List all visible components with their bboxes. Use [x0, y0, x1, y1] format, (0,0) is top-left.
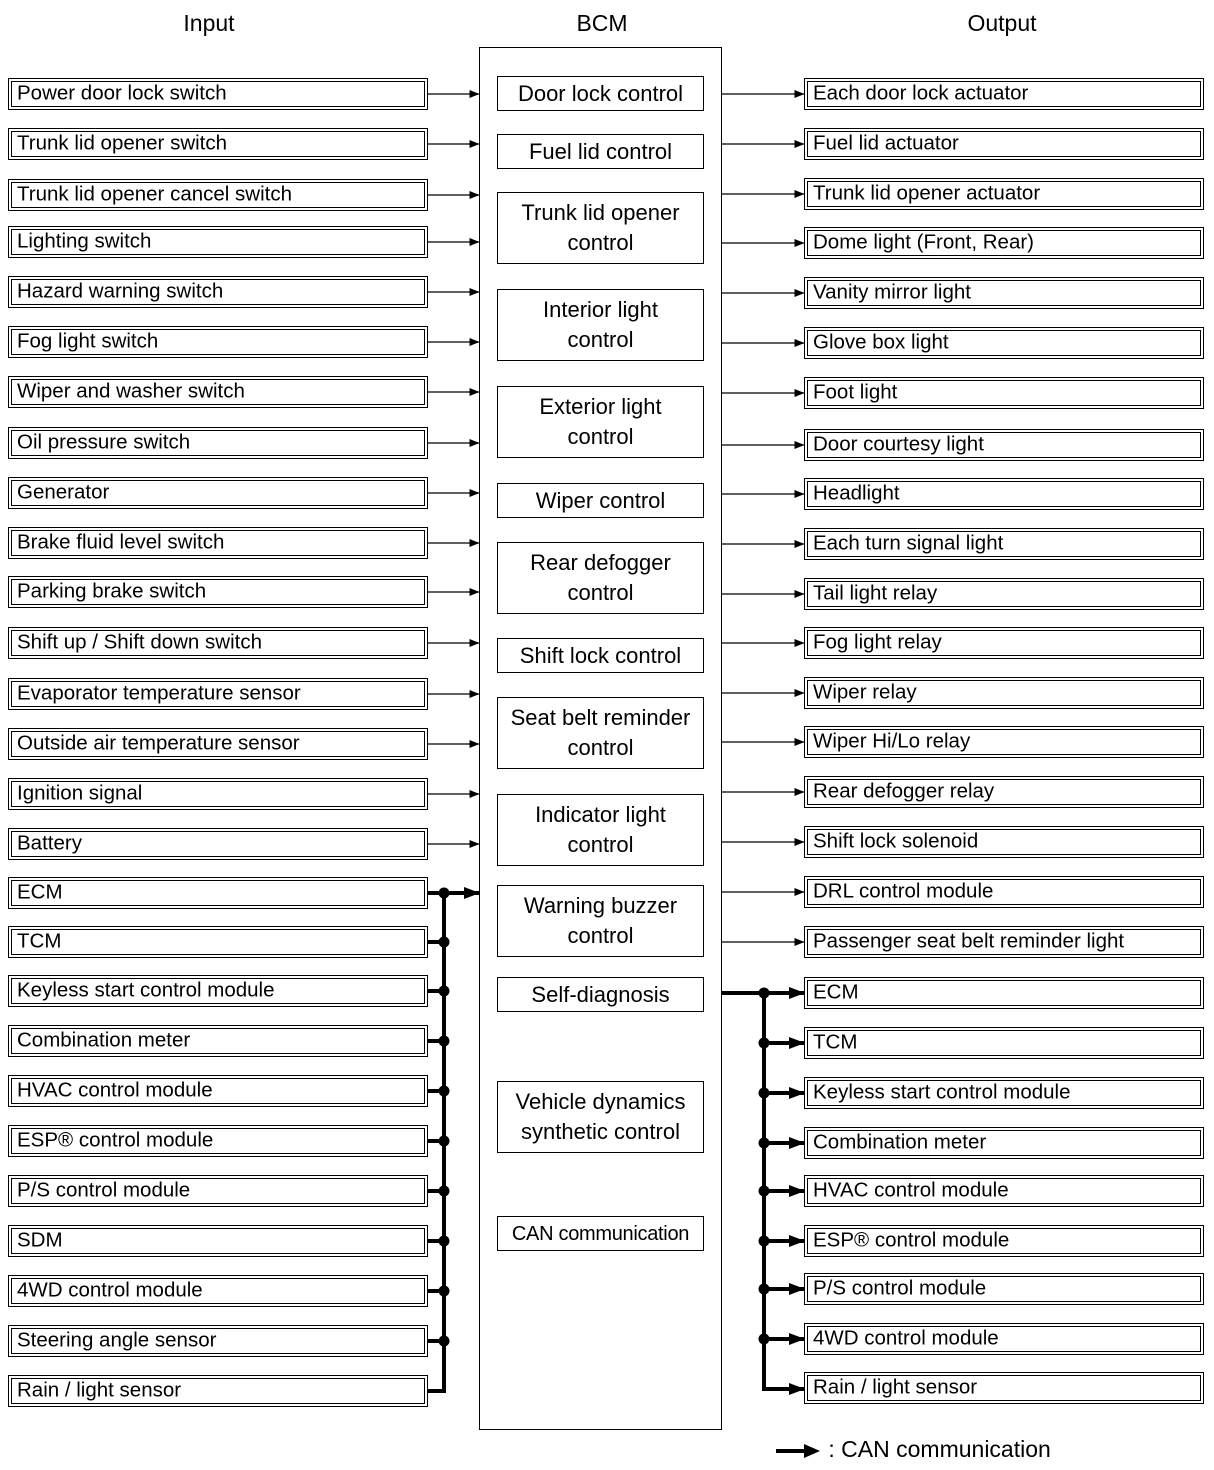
- can-arrow-icon: [776, 1444, 822, 1458]
- input-label: Combination meter: [17, 1028, 191, 1052]
- output-label: DRL control module: [813, 879, 994, 903]
- output-label: Shift lock solenoid: [813, 829, 979, 853]
- control-shift-lock: Shift lock control: [497, 638, 704, 673]
- input-label: Outside air temperature sensor: [17, 731, 300, 755]
- output-label: Rain / light sensor: [813, 1375, 978, 1399]
- control-vehicle-dynamics: Vehicle dynamics synthetic control: [497, 1081, 704, 1153]
- control-interior-light: Interior light control: [497, 289, 704, 361]
- input-label: ESP® control module: [17, 1128, 214, 1152]
- input-label: Lighting switch: [17, 229, 152, 253]
- output-label: Door courtesy light: [813, 432, 984, 456]
- input-label: ECM: [17, 880, 63, 904]
- input-label: Steering angle sensor: [17, 1328, 217, 1352]
- control-indicator-light: Indicator light control: [497, 794, 704, 866]
- output-label: Foot light: [813, 380, 898, 404]
- input-label: Trunk lid opener cancel switch: [17, 182, 292, 206]
- input-label: Rain / light sensor: [17, 1378, 182, 1402]
- output-label: Fog light relay: [813, 630, 942, 654]
- control-seat-belt-reminder: Seat belt reminder control: [497, 697, 704, 769]
- input-label: SDM: [17, 1228, 63, 1252]
- output-label: Wiper relay: [813, 680, 917, 704]
- control-exterior-light: Exterior light control: [497, 386, 704, 458]
- input-label: Parking brake switch: [17, 579, 207, 603]
- output-label: Wiper Hi/Lo relay: [813, 729, 971, 753]
- input-label: Power door lock switch: [17, 81, 227, 105]
- control-trunk-lid-opener: Trunk lid opener control: [497, 192, 704, 264]
- input-arrows: [428, 94, 479, 844]
- output-label: Each turn signal light: [813, 531, 1004, 555]
- input-label: Hazard warning switch: [17, 279, 224, 303]
- output-label: Glove box light: [813, 330, 949, 354]
- control-rear-defogger: Rear defogger control: [497, 542, 704, 614]
- input-label: Trunk lid opener switch: [17, 131, 228, 155]
- input-label: HVAC control module: [17, 1078, 213, 1102]
- input-label: Battery: [17, 831, 82, 855]
- output-label: Trunk lid opener actuator: [813, 181, 1041, 205]
- output-header: Output: [967, 10, 1037, 36]
- output-label: Each door lock actuator: [813, 81, 1029, 105]
- input-label: TCM: [17, 929, 62, 953]
- bcm-header: BCM: [576, 10, 628, 36]
- output-label: HVAC control module: [813, 1178, 1009, 1202]
- input-label: Keyless start control module: [17, 978, 275, 1002]
- control-wiper: Wiper control: [497, 483, 704, 518]
- input-label: Wiper and washer switch: [17, 379, 245, 403]
- output-label: Headlight: [813, 481, 900, 505]
- output-label: TCM: [813, 1030, 858, 1054]
- output-label: P/S control module: [813, 1276, 987, 1300]
- input-label: Oil pressure switch: [17, 430, 191, 454]
- control-fuel-lid: Fuel lid control: [497, 134, 704, 169]
- input-label: Evaporator temperature sensor: [17, 681, 301, 705]
- output-label: Rear defogger relay: [813, 779, 995, 803]
- input-label: Fog light switch: [17, 329, 159, 353]
- output-label: ECM: [813, 980, 859, 1004]
- input-header: Input: [183, 10, 235, 36]
- control-warning-buzzer: Warning buzzer control: [497, 885, 704, 957]
- output-label: Passenger seat belt reminder light: [813, 929, 1125, 953]
- legend-label: : CAN communication: [828, 1436, 1051, 1462]
- input-label: Ignition signal: [17, 781, 143, 805]
- control-door-lock: Door lock control: [497, 76, 704, 111]
- input-label: 4WD control module: [17, 1278, 203, 1302]
- output-label: Tail light relay: [813, 581, 938, 605]
- output-arrows: [722, 94, 804, 942]
- output-label: Combination meter: [813, 1130, 987, 1154]
- output-label: Vanity mirror light: [813, 280, 971, 304]
- output-label: Dome light (Front, Rear): [813, 230, 1035, 254]
- control-can-communication: CAN communication: [497, 1216, 704, 1251]
- output-label: Keyless start control module: [813, 1080, 1071, 1104]
- control-self-diagnosis: Self-diagnosis: [497, 977, 704, 1012]
- input-label: P/S control module: [17, 1178, 191, 1202]
- legend: [776, 1436, 1051, 1463]
- output-label: 4WD control module: [813, 1326, 999, 1350]
- input-can-bus: [428, 893, 479, 1391]
- input-label: Shift up / Shift down switch: [17, 630, 262, 654]
- output-label: ESP® control module: [813, 1228, 1010, 1252]
- input-label: Brake fluid level switch: [17, 530, 225, 554]
- input-label: Generator: [17, 480, 110, 504]
- output-label: Fuel lid actuator: [813, 131, 959, 155]
